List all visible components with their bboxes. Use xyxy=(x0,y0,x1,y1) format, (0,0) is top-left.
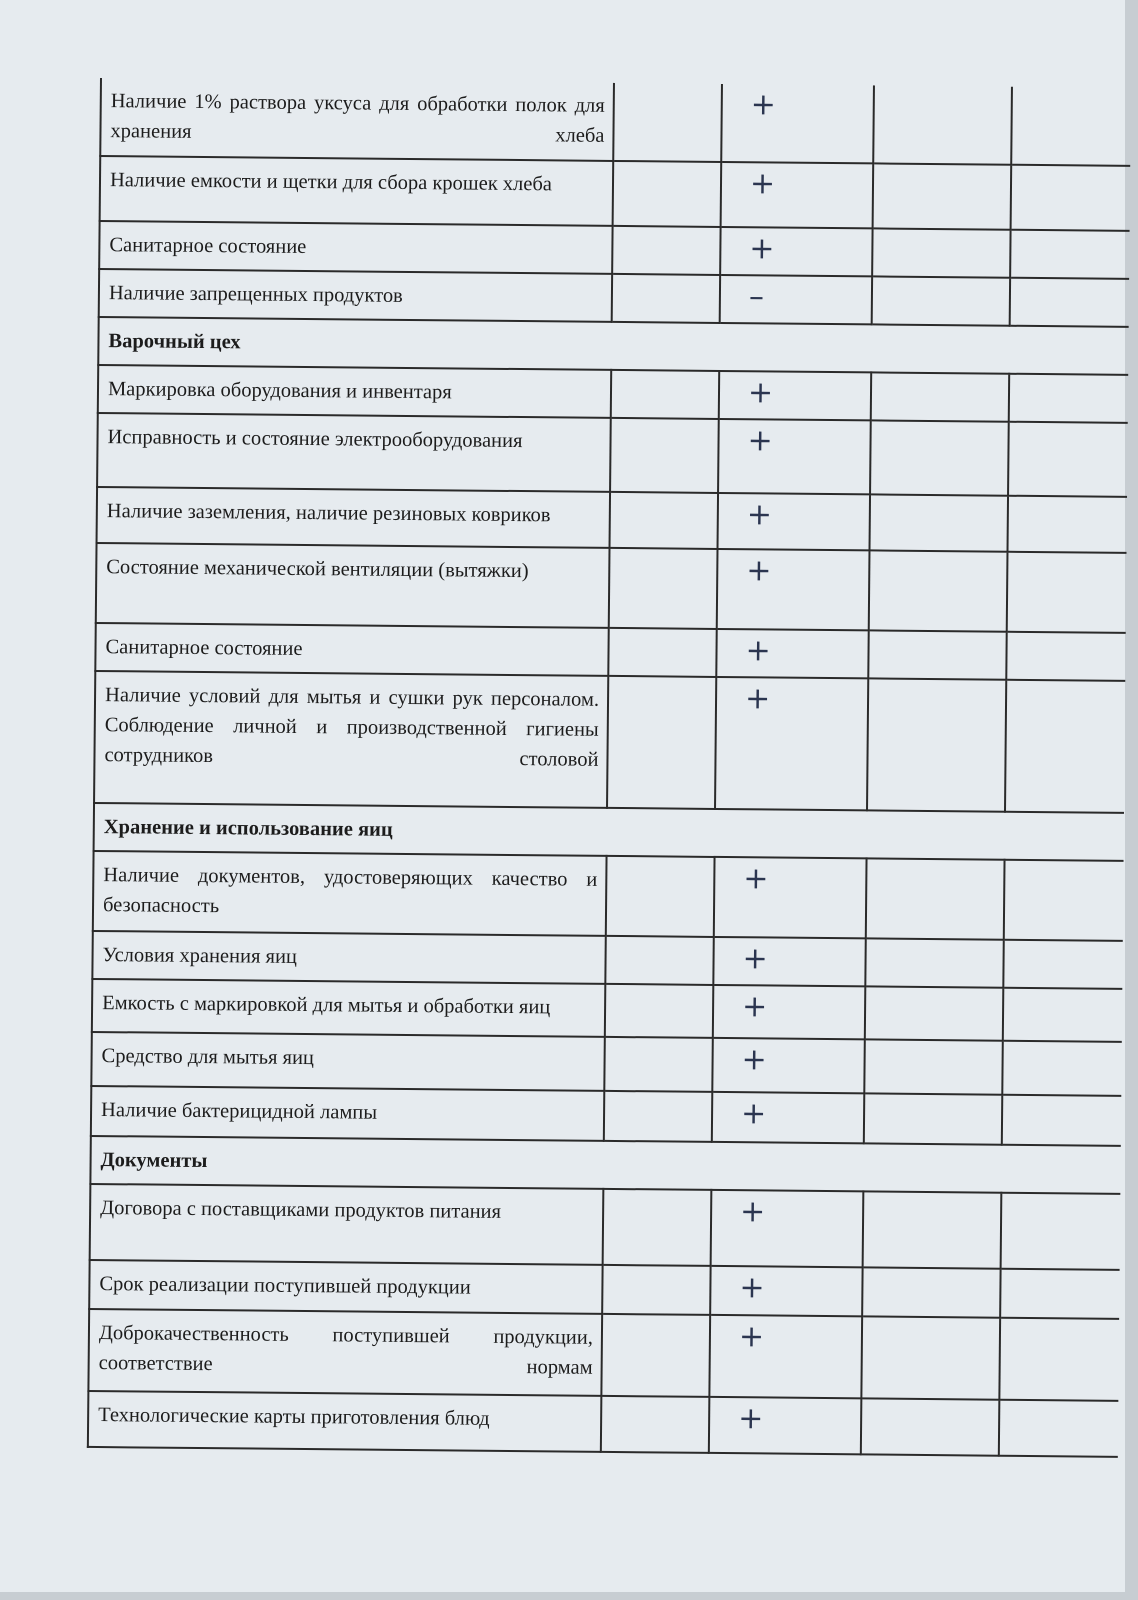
criterion-cell: Наличие запрещенных продуктов xyxy=(99,269,612,322)
mark-cell: + xyxy=(709,1397,862,1454)
empty-cell xyxy=(873,85,1012,164)
mark-cell: + xyxy=(721,162,874,228)
table-row xyxy=(94,671,1125,813)
criterion-cell: Срок реализации поступившей продукции xyxy=(89,1260,602,1314)
empty-cell xyxy=(870,420,1009,495)
empty-cell xyxy=(861,1398,1000,1455)
criterion-cell: Емкость с маркировкой для мытья и обработки яиц xyxy=(92,979,605,1037)
empty-cell xyxy=(603,1189,712,1266)
criterion-cell: Наличие бактерицидной лампы xyxy=(91,1086,604,1141)
empty-cell xyxy=(601,1314,710,1397)
mark-cell: + xyxy=(711,1190,864,1267)
table-row xyxy=(93,851,1124,941)
criterion-cell: Наличие заземления, наличие резиновых ковриков xyxy=(97,487,611,548)
section-title: Документы xyxy=(90,1136,1120,1194)
empty-cell xyxy=(861,1316,1000,1399)
empty-cell xyxy=(1010,278,1129,327)
table-row xyxy=(90,1184,1121,1270)
empty-cell xyxy=(864,1039,1003,1094)
empty-cell xyxy=(1008,422,1128,497)
mark-cell: + xyxy=(714,857,867,938)
empty-cell xyxy=(1007,552,1127,633)
table-row xyxy=(100,78,1131,166)
empty-cell xyxy=(1002,1041,1122,1096)
table-row xyxy=(96,543,1127,633)
table-row xyxy=(88,1309,1119,1401)
empty-cell xyxy=(873,163,1012,229)
table-row xyxy=(97,487,1127,553)
empty-cell xyxy=(1003,988,1123,1042)
mark-cell: + xyxy=(716,629,868,678)
empty-cell xyxy=(613,83,722,162)
empty-cell xyxy=(612,274,720,323)
table-row xyxy=(88,1391,1118,1457)
empty-cell xyxy=(1001,1193,1121,1270)
empty-cell xyxy=(862,1267,1000,1317)
empty-cell xyxy=(1002,1095,1121,1146)
empty-cell xyxy=(871,372,1009,421)
empty-cell xyxy=(872,228,1010,277)
empty-cell xyxy=(613,161,722,227)
mark-cell: + xyxy=(709,1315,862,1398)
empty-cell xyxy=(610,418,719,493)
empty-cell xyxy=(1004,860,1124,941)
checklist-table-wrapper xyxy=(87,78,1130,1458)
empty-cell xyxy=(999,1400,1119,1457)
empty-cell xyxy=(605,984,714,1038)
mark-cell: + xyxy=(720,227,872,276)
empty-cell xyxy=(604,1091,712,1142)
empty-cell xyxy=(601,1396,710,1453)
empty-cell xyxy=(1000,1269,1119,1319)
mark-cell: + xyxy=(712,1038,865,1093)
mark-cell: + xyxy=(713,985,866,1039)
criterion-cell: Условия хранения яиц xyxy=(92,931,605,984)
empty-cell xyxy=(1007,496,1127,553)
empty-cell xyxy=(866,858,1005,939)
criterion-cell: Наличие емкости и щетки для сбора крошек хлеба xyxy=(100,156,614,226)
empty-cell xyxy=(865,938,1003,987)
table-row xyxy=(92,979,1122,1042)
empty-cell xyxy=(870,494,1009,551)
empty-cell xyxy=(864,1093,1002,1144)
criterion-cell: Средство для мытья яиц xyxy=(91,1032,604,1091)
section-title: Варочный цех xyxy=(98,317,1128,375)
empty-cell xyxy=(865,986,1004,1040)
empty-cell xyxy=(869,550,1008,631)
mark-cell: + xyxy=(718,419,871,494)
empty-cell xyxy=(609,548,718,629)
empty-cell xyxy=(1010,230,1129,279)
mark-cell: + xyxy=(712,1092,864,1143)
empty-cell xyxy=(1006,632,1125,681)
empty-cell xyxy=(1011,165,1131,231)
criterion-cell: Наличие условий для мытья и сушки рук персоналом. Соблюдение личной и производственной гигиены сотрудников столовой xyxy=(94,671,608,808)
table-row xyxy=(91,1032,1121,1096)
criterion-cell: Наличие 1% раствора уксуса для обработки полок для хранения хлеба xyxy=(100,78,614,161)
empty-cell xyxy=(602,1265,710,1315)
criterion-cell: Состояние механической вентиляции (вытяжки) xyxy=(96,543,610,628)
criterion-cell: Санитарное состояние xyxy=(95,623,608,676)
criterion-cell: Наличие документов, удостоверяющих качество и безопасность xyxy=(93,851,607,936)
empty-cell xyxy=(867,678,1006,811)
empty-cell xyxy=(872,276,1010,325)
mark-cell: + xyxy=(713,937,865,986)
empty-cell xyxy=(1005,680,1125,813)
mark-cell: + xyxy=(719,371,871,420)
table-row xyxy=(97,413,1128,497)
mark-cell: + xyxy=(721,84,874,163)
empty-cell xyxy=(1003,940,1122,989)
empty-cell xyxy=(608,628,716,677)
empty-cell xyxy=(610,492,719,549)
empty-cell xyxy=(1009,374,1128,423)
empty-cell xyxy=(604,1037,713,1092)
mark-cell: + xyxy=(710,1266,862,1316)
empty-cell xyxy=(999,1318,1119,1401)
empty-cell xyxy=(612,226,720,275)
checklist-table xyxy=(87,78,1131,1458)
empty-cell xyxy=(607,676,716,809)
empty-cell xyxy=(863,1191,1002,1268)
mark-cell: + xyxy=(715,677,868,810)
empty-cell xyxy=(605,936,713,985)
mark-cell: + xyxy=(718,493,871,550)
empty-cell xyxy=(611,370,719,419)
empty-cell xyxy=(868,630,1006,679)
criterion-cell: Санитарное состояние xyxy=(99,221,612,274)
criterion-cell: Доброкачественность поступившей продукции, соответствие нормам xyxy=(88,1309,602,1396)
criterion-cell: Исправность и состояние электрооборудования xyxy=(97,413,611,492)
criterion-cell: Маркировка оборудования и инвентаря xyxy=(98,365,611,418)
criterion-cell: Технологические карты приготовления блюд xyxy=(88,1391,602,1452)
criterion-cell: Договора с поставщиками продуктов питания xyxy=(90,1184,604,1265)
empty-cell xyxy=(606,856,715,937)
mark-cell: + xyxy=(717,549,870,630)
mark-cell: – xyxy=(720,275,872,324)
empty-cell xyxy=(1011,87,1131,166)
table-row xyxy=(100,156,1131,231)
section-title: Хранение и использование яиц xyxy=(94,803,1124,861)
